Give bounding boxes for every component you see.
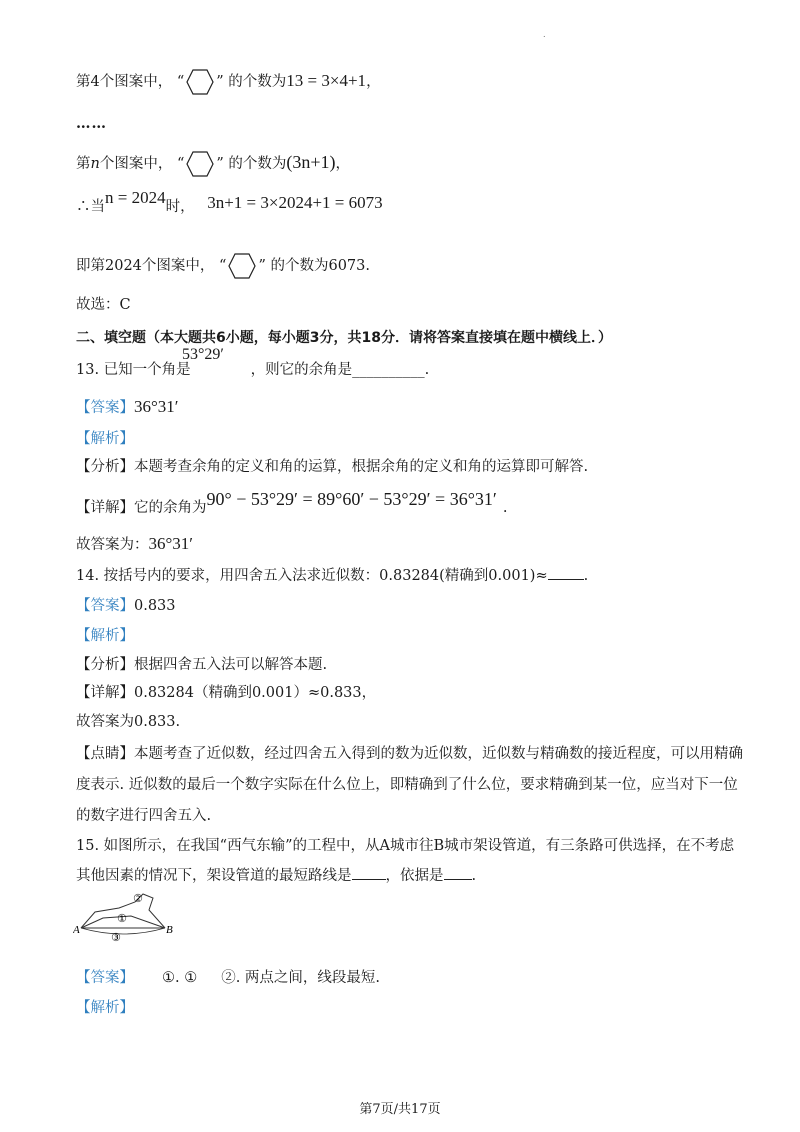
answer-value: 0.833 xyxy=(134,598,176,614)
label-route-3: ③ xyxy=(111,931,121,944)
line-pattern-n xyxy=(76,150,350,178)
text: ， xyxy=(366,74,381,90)
quote-close: ” xyxy=(216,74,224,90)
text: 它的余角为 xyxy=(134,500,207,516)
detail-tag: 【详解】 xyxy=(76,685,134,701)
angle-value: 53°29′ xyxy=(182,346,224,363)
text: 即第2024个图案中， xyxy=(76,258,215,274)
q14-analysis-tag: 【解析】 xyxy=(76,628,134,644)
answer-blank xyxy=(548,579,584,580)
text: . xyxy=(502,500,508,516)
route-3-curve xyxy=(81,928,165,934)
label-route-2: ② xyxy=(133,892,143,905)
answer-tag: 【答案】 xyxy=(76,598,134,614)
answer-value: 36°31′ xyxy=(148,534,194,553)
hexagon-icon xyxy=(185,68,215,96)
text: 本题考查了近似数，经过四舍五入得到的数为近似数，近似数与精确数的接近程度，可以用精确 xyxy=(134,746,743,762)
q13-answer xyxy=(76,397,179,418)
text: ， xyxy=(335,156,351,172)
answer-blank xyxy=(352,879,386,880)
quote-open: “ xyxy=(176,74,185,90)
text: ∴当 xyxy=(76,199,105,215)
math-expression: n = 2024 xyxy=(105,188,166,207)
text: . xyxy=(424,362,430,378)
text: 13. 已知一个角是 xyxy=(76,362,191,378)
answer-blank: __________ xyxy=(352,362,425,378)
answer-blank xyxy=(444,879,472,880)
q15-answer xyxy=(76,968,380,988)
text: 的个数为 xyxy=(228,156,287,172)
q13-analysis-tag: 【解析】 xyxy=(76,431,134,447)
text: 故答案为： xyxy=(76,537,149,553)
line-pattern-2024 xyxy=(76,252,370,280)
text: 个图案中， xyxy=(99,156,173,172)
math-expression: 90° − 53°29′ = 89°60′ − 53°29′ = 36°31′ xyxy=(206,489,497,509)
quote-open: “ xyxy=(176,156,185,172)
route-figure xyxy=(73,888,177,948)
fenxi-tag: 【分析】 xyxy=(76,459,134,475)
text: 其他因素的情况下，架设管道的最短路线是 xyxy=(76,868,352,884)
q14-answer xyxy=(76,596,176,616)
q14-dianjing-2: 度表示. 近似数的最后一个数字实际在什么位上，即精确到了什么位，要求精确到某一位，应当对下一位 xyxy=(76,777,738,793)
line-pattern-4 xyxy=(76,68,381,96)
q14-dianjing-1 xyxy=(76,744,743,764)
text: 第4个图案中， xyxy=(76,74,173,90)
math-expression: 3n+1 = 3×2024+1 = 6073 xyxy=(207,193,383,212)
text: ，依据是 xyxy=(385,868,444,884)
q13-fenxi xyxy=(76,457,588,477)
quote-close: ” xyxy=(258,258,266,274)
question-15-line-2 xyxy=(76,866,476,886)
q14-fenxi xyxy=(76,655,327,675)
top-mark: . xyxy=(543,30,546,39)
text: 根据四舍五入法可以解答本题. xyxy=(134,657,328,673)
label-b: B xyxy=(166,924,173,936)
text: 本题考查余角的定义和角的运算，根据余角的定义和角的运算即可解答. xyxy=(134,459,589,475)
text: . xyxy=(583,568,589,584)
dianjing-tag: 【点睛】 xyxy=(76,746,134,762)
answer-part-2: ②. 两点之间，线段最短. xyxy=(221,970,381,986)
quote-close: ” xyxy=(216,156,224,172)
variable-n: n xyxy=(90,156,100,172)
q13-detail xyxy=(76,489,508,518)
q14-final: 故答案为0.833. xyxy=(76,714,181,730)
text: 14. 按括号内的要求，用四舍五入法求近似数：0.83284(精确到0.001)≈ xyxy=(76,568,548,584)
line-therefore xyxy=(76,188,383,217)
fenxi-tag: 【分析】 xyxy=(76,657,134,673)
question-15-line-1: 15. 如图所示，在我国“西气东输”的工程中，从A城市往B城市架设管道，有三条路可供选择，在不考虑 xyxy=(76,838,735,854)
math-expression: 13 = 3×4+1 xyxy=(286,71,367,90)
text: 第 xyxy=(76,156,91,172)
hexagon-icon xyxy=(185,150,215,178)
text: . xyxy=(471,868,477,884)
text: 0.83284（精确到0.001）≈0.833， xyxy=(134,685,377,701)
q14-dianjing-3: 的数字进行四舍五入. xyxy=(76,808,212,824)
text: 的个数为6073. xyxy=(270,258,370,274)
q14-detail xyxy=(76,683,376,703)
q13-final xyxy=(76,534,193,555)
answer-tag: 【答案】 xyxy=(76,970,134,986)
quote-open: “ xyxy=(219,258,227,274)
detail-tag: 【详解】 xyxy=(76,500,134,516)
answer-value: 36°31′ xyxy=(134,397,179,416)
section-title: 二、填空题（本大题共6小题，每小题3分，共18分．请将答案直接填在题中横线上．） xyxy=(76,330,612,346)
label-a: A xyxy=(73,924,80,936)
q15-analysis-tag: 【解析】 xyxy=(76,1000,134,1016)
text: ，则它的余角是 xyxy=(250,362,353,378)
label-route-1: ① xyxy=(117,912,127,925)
answer-part-1: ①. ① xyxy=(162,970,198,986)
text: 的个数为 xyxy=(228,74,287,90)
page-footer: 第7页/共17页 xyxy=(359,1102,441,1117)
text: 时， xyxy=(165,199,195,215)
question-13 xyxy=(76,360,429,380)
math-expression: (3n+1) xyxy=(286,152,336,172)
answer-tag: 【答案】 xyxy=(76,400,134,416)
question-14 xyxy=(76,566,588,586)
hexagon-icon xyxy=(227,252,257,280)
ellipsis: …… xyxy=(76,115,107,132)
choice-answer: 故选：C xyxy=(76,297,131,313)
